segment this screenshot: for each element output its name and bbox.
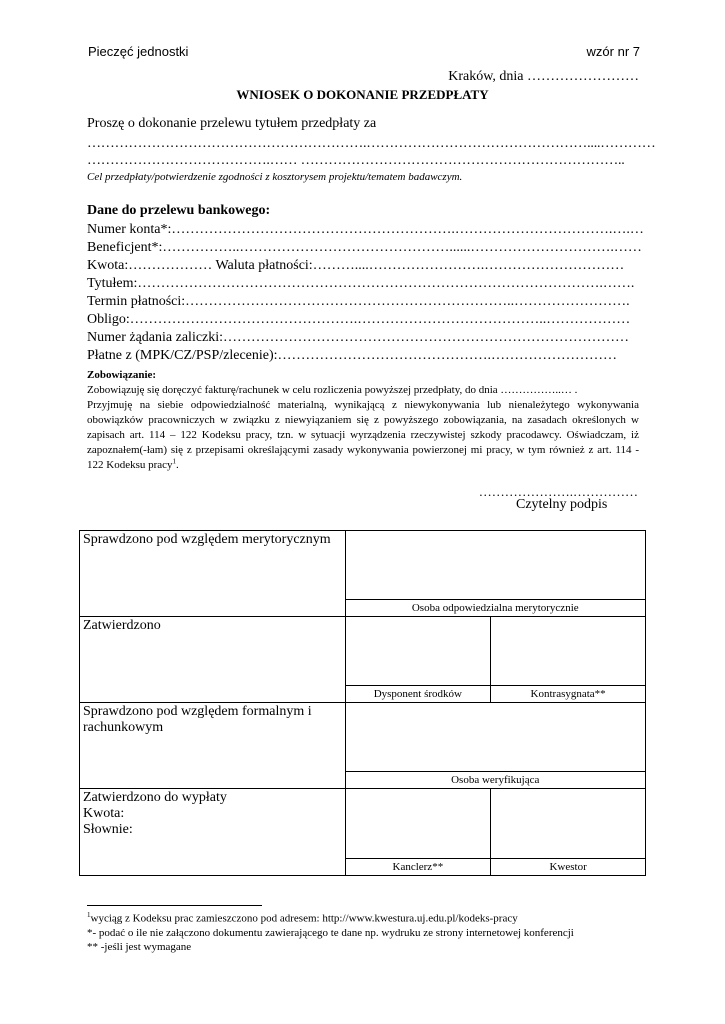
footnote-3: ** -jeśli jest wymagane	[87, 941, 192, 953]
payout-amount-label: Kwota:	[83, 806, 125, 821]
formal-check-cell	[80, 703, 346, 789]
bursar-caption: Kwestor	[491, 859, 646, 876]
request-intro: Proszę o dokonanie przelewu tytułem przedpłaty za	[87, 116, 377, 131]
merit-signature-box[interactable]	[345, 531, 646, 600]
advance-request-number-field[interactable]: Numer żądania zaliczki:……………………………………………………………………………	[87, 330, 630, 345]
footnote-2: *- podać o ile nie załączono dokumentu zawierającego te dane np. wydruku ze strony internetowej konferencji	[87, 927, 574, 939]
disponent-caption: Dysponent środków	[345, 686, 491, 703]
verifier-signature-box[interactable]	[345, 703, 646, 772]
title-field[interactable]: Tytułem:……………………………………………………………………………………….…….	[87, 276, 635, 291]
document-title: WNIOSEK O DOKONANIE PRZEDPŁATY	[236, 87, 489, 102]
account-number-field[interactable]: Numer konta*:…………………………………………………….…………………………….….…	[87, 222, 644, 237]
obligo-field[interactable]: Obligo:………………………………………….…………………………………..………………	[87, 312, 631, 327]
obligation-paragraph	[87, 398, 639, 473]
formal-check-label: Sprawdzono pod względem formalnym i rachunkowym	[83, 704, 312, 735]
countersign-signature-box[interactable]	[491, 617, 646, 686]
beneficiary-field[interactable]: Beneficjent*:……………..………………………………………......………………………….……	[87, 240, 642, 255]
footnote-1	[87, 911, 518, 925]
obligation-text: Przyjmuję na siebie odpowiedzialność materialną, wynikającą z niewykonywania lub nienależytego wykonywania obowiązków pracowniczych w związku z niewyiązaniem się z powyższego zobowiązania, na zasadach określonych w zapisach art. 114 – 122 Kodeksu pracy, tzn. w sytuacji wyrządzenia rzeczywistej szkody pracodawcy. Oświadczam, iż zapoznałem(-łam) się z przepisami określającymi zasady wykonywania powierzonej mi pracy, w tym również z art. 114 - 122 Kodeksu pracy	[87, 399, 639, 471]
unit-stamp-label: Pieczęć jednostki	[88, 44, 189, 59]
approved-label: Zatwierdzono	[83, 618, 161, 633]
signature-line[interactable]: ………………….……………	[478, 484, 638, 499]
form-number: wzór nr 7	[586, 44, 640, 59]
payout-approval-label: Zatwierdzono do wypłaty	[83, 790, 227, 805]
footnote-ref: 1	[172, 457, 177, 466]
approved-cell	[80, 617, 346, 703]
merit-person-caption: Osoba odpowiedzialna merytorycznie	[345, 600, 646, 617]
payout-approval-cell	[80, 789, 346, 876]
disponent-signature-box[interactable]	[345, 617, 491, 686]
obligation-first-line: Zobowiązuję się doręczyć fakturę/rachunek w celu rozliczenia powyższej przedpłaty, do dnia ……………..… .	[87, 384, 578, 396]
request-purpose-line-2[interactable]: ………………………………….…… ……………………………………………………………..	[87, 153, 625, 168]
footnote-separator	[87, 905, 262, 906]
payout-words-label: Słownie:	[83, 822, 133, 837]
signature-label: Czytelny podpis	[516, 497, 608, 512]
purpose-note: Cel przedpłaty/potwierdzenie zgodności z kosztorysem projektu/tematem badawczym.	[87, 171, 463, 183]
approvals-table	[79, 530, 646, 876]
footnote-1-link-text: wyciąg z Kodeksu prac zamieszczono pod adresem: http://www.kwestura.uj.edu.pl/kodeks-pracy	[90, 912, 518, 925]
bank-data-heading: Dane do przelewu bankowego:	[87, 203, 271, 218]
obligation-end: .	[176, 459, 179, 471]
merit-check-label: Sprawdzono pod względem merytorycznym	[83, 532, 331, 547]
request-purpose-line-1[interactable]: …………………………………………………….…………………………………………....…………	[87, 136, 656, 151]
obligation-heading: Zobowiązanie:	[87, 369, 157, 381]
merit-check-cell	[80, 531, 346, 617]
verifier-caption: Osoba weryfikująca	[345, 772, 646, 789]
payment-deadline-field[interactable]: Termin płatności:……………………………………………………………..…………………….	[87, 294, 630, 309]
amount-currency-field[interactable]: Kwota:……………… Waluta płatności:………....…………………….…………………………	[87, 258, 625, 273]
bursar-signature-box[interactable]	[491, 789, 646, 859]
payable-from-field[interactable]: Płatne z (MPK/CZ/PSP/zlecenie):……………………………………….………………………	[87, 348, 618, 363]
chancellor-signature-box[interactable]	[345, 789, 491, 859]
place-date-field[interactable]: Kraków, dnia ……………………	[448, 69, 639, 84]
chancellor-caption: Kanclerz**	[345, 859, 491, 876]
footnote-1-mark: 1	[87, 911, 91, 919]
countersign-caption: Kontrasygnata**	[491, 686, 646, 703]
